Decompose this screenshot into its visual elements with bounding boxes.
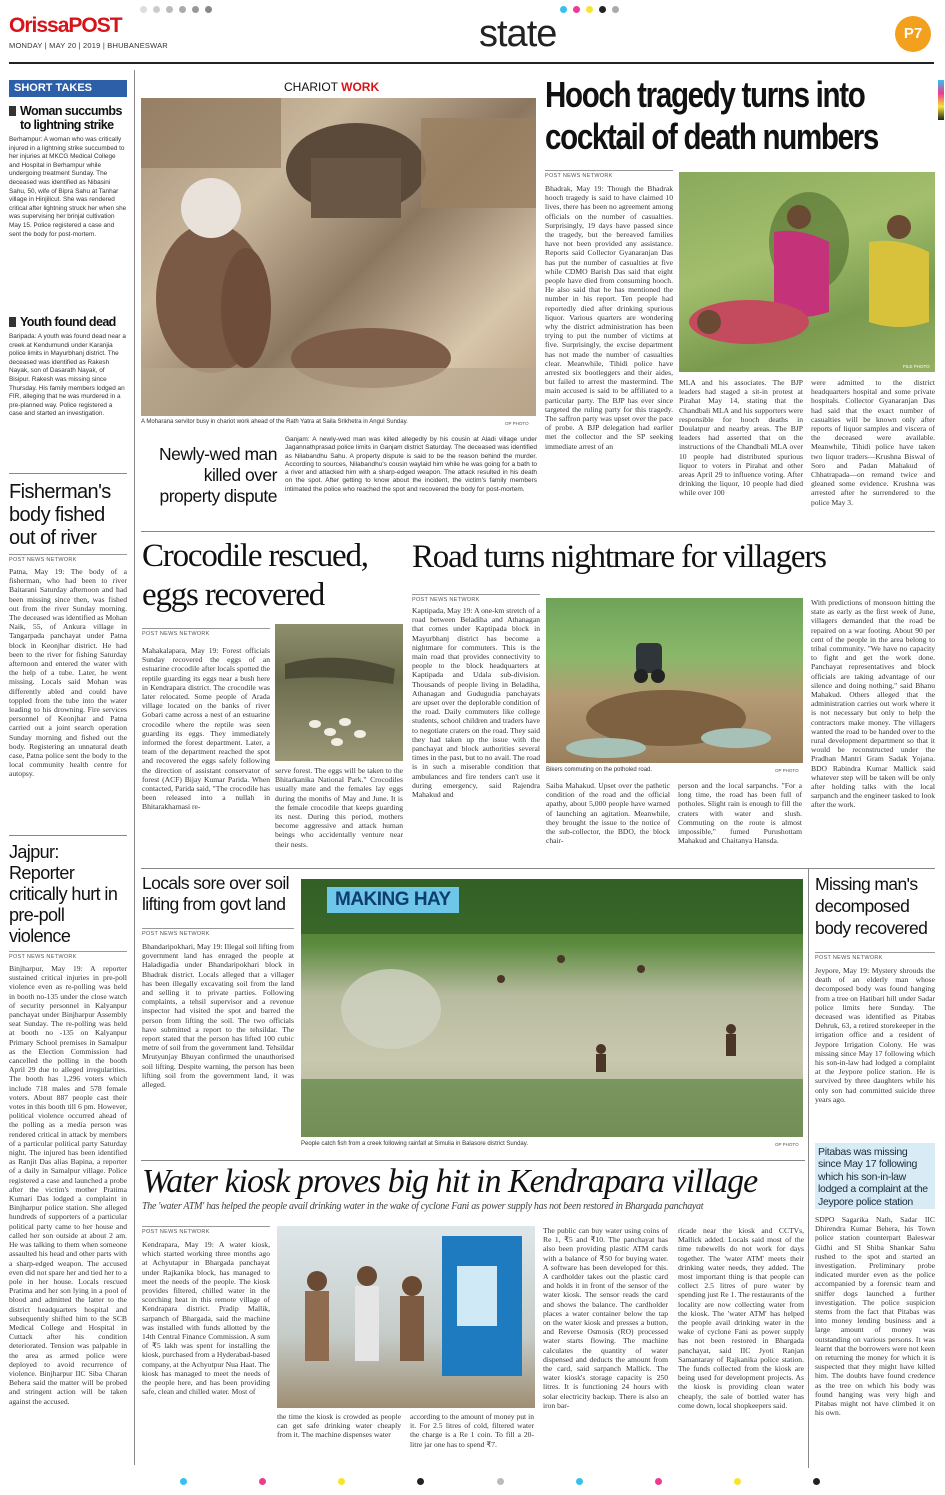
crocodile-col-2: serve forest. The eggs will be taken to the Bhitarkanika National Park." Crocodiles usually mate and the females lay eggs during the months of May and June. It is the female crocodile that keeps guarding its nest. During this period, mothers become aggressive and attack human beings who accidentally venture near their nests. — [275, 766, 403, 849]
byline: POST NEWS NETWORK — [142, 928, 294, 937]
short-takes-bar: SHORT TAKES — [9, 80, 127, 97]
road-illustration — [546, 598, 803, 763]
brand-logo: OrissaPOST — [9, 14, 122, 37]
article-headline: Fisherman's body fished out of river — [9, 481, 111, 549]
byline: POST NEWS NETWORK — [142, 628, 270, 637]
locals-body: Bhandaripokhari, May 19: Illegal soil lifting from government land has enraged the people at Haladigadia under Bhandaripokhari block in Bhadrak district. Locals alleged that a villager has been illegally excavating soil from the land and selling it to private parties. Following complaints, a tehsil supervisor and a revenue inspector had visited the spot and barred the person from lifting the soil. The two officials have submitted a report to the tehsildar. The report stated that the person has lifted 100 cubic metre of soil from the government land. Tehsildar Mrutyunjay Bhuyan confirmed the unauthorised soil lifting. Despite warning, the person has been lifting soil from the government land, it was alleged. — [142, 942, 294, 1090]
short-take-1 — [9, 104, 127, 306]
page-number-badge: P7 — [895, 16, 931, 52]
divider — [141, 1160, 805, 1161]
crocodile-photo — [275, 624, 403, 761]
missing-man-body: Jeypore, May 19: Mystery shrouds the death of an elderly man whose decomposed body was found hanging from a tree on Hatibari hill under Sadar police limits here Sunday. The deceased was identified as Pitabas Dehruk, 63, a retired storekeeper in the irrigation office and a resident of Jeypore Irrigation Colony. He was missing since May 17 following which his son-in-law had lodged a complaint at the Jeypore police station. He is survived by three daughters while his only son had committed suicide three years ago. — [815, 966, 935, 1104]
newly-wed-headline: Newly-wed man killed over property dispute — [159, 444, 277, 506]
byline: POST NEWS NETWORK — [142, 1226, 270, 1235]
registration-dots-bottom — [180, 1478, 820, 1486]
road-headline: Road turns nightmare for villagers — [412, 539, 826, 575]
water-standfirst: The 'water ATM' has helped the people avail drinking water in the wake of cyclone Fani as power supply has not been restored in Bhargada panchayat — [142, 1201, 704, 1212]
photo-credit: OP PHOTO — [775, 768, 799, 773]
divider — [9, 473, 127, 474]
newly-wed-body: Ganjam: A newly-wed man was killed allegedly by his cousin at Aladi village under Jagannathprasad police limits in Ganjam district Saturday. The deceased was identified as Nilabandhu Sahu. A property dispute is said to be the reason behind the murder. According to sources, Nilabandhu's cousin waylaid him while he was going for a bath to a river and attacked him with a sharp-edged weapon. The attack resulted in his death on the spot. After getting to know about the incident, the victim's family members intimated the police who reached the spot and recovered the body for post-mortem. — [285, 436, 537, 493]
road-col-2: Saiba Mahakud. Upset over the pathetic condition of the road and the official apathy, about 5,000 people have warned of launching an agitation. Meanwhile, they brought the issue to the notice of the sub-collector, the BDO, the block chair- — [546, 781, 670, 846]
registration-dots-top-right — [560, 6, 820, 14]
making-hay-label: MAKING HAY — [327, 887, 459, 913]
hooch-illustration — [679, 172, 935, 372]
short-take-headline: Woman succumbs to lightning strike — [20, 104, 122, 132]
hooch-victims-photo — [679, 172, 935, 372]
short-take-2 — [9, 315, 127, 465]
crocodile-headline: Crocodile rescued, eggs recovered — [142, 538, 368, 613]
byline: POST NEWS NETWORK — [815, 952, 935, 961]
column-divider — [134, 70, 135, 1465]
chariot-label: CHARIOT WORK — [284, 80, 380, 94]
fisherman-article — [9, 481, 127, 817]
masthead — [9, 14, 934, 62]
article-headline: Jajpur: Reporter critically hurt in pre-poll violence — [9, 842, 118, 946]
short-take-headline: Youth found dead — [20, 315, 116, 329]
divider — [141, 868, 935, 869]
missing-man-headline: Missing man's decomposed body recovered — [815, 874, 928, 938]
water-headline: Water kiosk proves big hit in Kendrapara village — [142, 1163, 758, 1200]
photo-credit: OP PHOTO — [505, 421, 529, 426]
bullet-icon — [9, 317, 16, 327]
hooch-col-3: were admitted to the district headquarters hospital and some private hospitals. Collector Gyanaranjan Das had said that the exact number of casualties will be known only after reports of liquor samples and viscera of the deceased were available. Meanwhile, Tihidi police have taken two liquor traders—Krushna Biswal of Soro and Padan Mahakud of Chhatrapada—on remand twice and gleaned some evidence. Krushna was arrested after he surrendered to the police May 3. — [811, 378, 935, 507]
byline: POST NEWS NETWORK — [9, 951, 127, 960]
water-col-2b: according to the amount of money put in it. For 2.5 litres of cold, filtered water the charge is a Re 1 coin. To fill a 20-litre jar one has to spend ₹7. — [410, 1412, 534, 1449]
hooch-col-1: Bhadrak, May 19: Though the Bhadrak hooch tragedy is said to have claimed 10 lives, there has been no agreement among officials on the number of casualties. Surprisingly, 19 days have passed since the tragedy, but the bereaved families have not been provided any assistance. Reports said Collector Gyanaranjan Das has put the number of casualties at five while CDMO Barish Das said that eight people have died from consuming hooch. He also said that he has mentioned the number in his report. Ten people had reportedly died after drinking spurious liquor. Various quarters are wondering why the district administration has been trying to put the number of victims at five. Surprisingly, the excise department has not made the number of casualties clear. Meanwhile, Tihidi police have arrested six bootleggers and their aides, but failed to arrest the mastermind. The main accused is said to be affiliated to a particular party. The BJP has ever since targeted the ruling party for this tragedy. The saffron party was upset over the pace of probe. A BJP delegation had earlier met the collector and the SP seeking immediate arrest of an — [545, 184, 673, 451]
registration-dots-top — [140, 6, 440, 14]
masthead-rule — [9, 62, 934, 64]
crocodile-illustration — [275, 624, 403, 761]
road-caption: Bikers commuting on the potholed road. — [546, 767, 653, 773]
short-take-body: Berhampur: A woman who was critically injured in a lightning strike succumbed to her injuries at MKCG Medical College and Hospital in Berhampur while undergoing treatment Sunday. The deceased was identified as Nibasini Sahu, 50, wife of Bipra Sahu at Tanhar village in Hinjilicut. She was rendered critical after lightning struck her when she was supervising her brinjal cultivation May 15. Police registered a case and sent the body for post-mortem. — [9, 136, 127, 238]
divider — [9, 835, 127, 836]
pull-quote: Pitabas was missing since May 17 following which his son-in-law lodged a complaint at the Jeypore police station — [815, 1143, 935, 1209]
bullet-icon — [9, 106, 16, 116]
making-hay-illustration — [301, 879, 803, 1137]
section-title: state — [479, 13, 557, 55]
byline: POST NEWS NETWORK — [9, 554, 127, 563]
road-photo — [546, 598, 803, 763]
road-col-1: Kaptipada, May 19: A one-km stretch of a road between Beladiha and Athanagan that comes under Kaptipada block in Mayurbhanj district has become a nightmare for commuters. This is the main road that provides connectivity to people to the block headquarters at Kaptipada and Udala sub-division. Thousands of people living in Beladiha, Athanagan and Gudugudia panchayats are upset over the deplorable condition of the road. Daily commuters like college students, school children and traders have to negotiate craters on the road. They said they had taken up the issue with the panchayat and block authorities several times in the past, but to no avail. The road is in such a miserable condition that ambulances and fire tenders can't use it during emergency, said Rajendra Mahakud and — [412, 606, 540, 800]
chariot-illustration — [141, 98, 536, 416]
divider — [141, 531, 935, 532]
making-hay-photo — [301, 879, 803, 1137]
hooch-col-2: MLA and his associates. The BJP leaders had staged a sit-in protest at Pirahat May 14, stating that the Chandbali MLA and his supporters were responsible for hooch deaths in Doulatpur and nearby areas. The BJP leaders had asserted that on the instructions of the Chandbali MLA over 10 people had distributed spurious liquor to voters in Pirahat and other areas April 29 to influence voting. After drinking the liquor, 10 people had died while over 100 — [679, 378, 803, 498]
water-col-4: ricade near the kiosk and CCTVs, Mallick added. Locals said most of the time tubewells do not work for days together. The 'water ATM' meets their drinking water needs, they added. The most important thing is that people can collect 2.5 litres of pure water by spending just Re 1. The restaurants of the locality are now collecting water from the kiosk. The 'water ATM' has helped the people avail drinking water in the wake of cyclone Fani as power supply has not been restored in Bhargada panchayat, said IIC Jyoti Ranjan Samantaray of Rajkanika police station. The funds collected from the kiosk are being used for development projects. As the kiosk is providing clean water cheaply, the sale of bottled water has come down, local shopkeepers said. — [678, 1226, 804, 1410]
column-divider — [808, 868, 809, 1468]
chariot-work-photo — [141, 98, 536, 416]
article-body: Binjharpur, May 19: A reporter sustained critical injuries in pre-poll violence even as re-polling was held in booth no-135 under the close watch of security personnel in Kalyanpur panchayat under Binjharpur Assembly seat Sunday. The re-polling was held at booth no -135 on Kalyanpur Primary School premises in Samalpur as the Election Commission had cancelled the polling in the booth April 29 due to alleged irregularities. The booth has 1,296 voters which include 718 males and 578 female voters. About 887 people cast their votes in this booth till 6 pm. However, political violence occurred ahead of the polling as a media person was rendered critical in attack by members of a particular political party Saturday night. The injured has been identified as Ranjit Das alias Bapina, a reporter of a daily in Samalpur village. Police registered a case and launched a probe after the victim's mother Pratima Kumari Das lodged a complaint in Binjharpur police station. She alleged hundreds of supporters of a particular political party came to her house and called her son outside at about 2 am. He was talking to them when someone assaulted his head and other parts with a sharp-edged weapon. The accused even did not spare her and tied her to a pole in her house. Locals rescued Pratima and her son lying in a pool of blood and admitted the latter to the district headquarters hospital and subsequently shifted him to the SCB Medical College and Hospital in Cuttack after his condition deteriorated. Tension was palpable in the area as armed police were deployed to avoid recurrence of violence. Binjharpur IIC Siba Charan Behera said the matter will be probed and stringent action will be taken against the accused. — [9, 964, 127, 1406]
making-hay-caption: People catch fish from a creek following rainfall at Simulia in Balasore district Sunday. — [301, 1141, 528, 1147]
article-body: Patna, May 19: The body of a fisherman, who had been to river Baitarani Saturday afternoon and had been missing since then, was fished out from the river Sunday morning. The deceased was identified as Mohan Naik, 55, of Ankura village in Tangarpada panchayat under Patna block in Keonjhar district. He had been to the river for fishing Saturday afternoon and entered the water with the help of a tube. Later, he went missing. Locals said Mohan was differently abled and could have toppled from the tube into the water leading to his drowning. Fire services personnel of Keonjhar and Patna carried out a joint search operation Sunday morning and fished out the body. Registering an unnatural death case, Patna police sent the body to the local community health centre for autopsy. — [9, 567, 127, 779]
road-col-3: person and the local sarpanchs. "For a long time, the road has been full of potholes. Slight rain is enough to fill the craters with water and slush. Commuting on the route is almost impossible," fumed Purushottam Mahakud and Chaitanya Hansda. — [678, 781, 802, 846]
byline: POST NEWS NETWORK — [412, 594, 540, 603]
water-kiosk-illustration — [277, 1226, 535, 1408]
photo-credit: FILE PHOTO — [903, 364, 930, 369]
color-strip-right — [938, 80, 944, 120]
road-col-4: With predictions of monsoon hitting the state as early as the first week of June, villagers demanded that the road be repaired on a war footing. About 90 per cent of the people in the area belong to tribal community. "We have no capacity to fight and get the work done. Panchayat representatives and block officials are taking advantage of our silence and doing nothing," said Bhanu Mahakud. Others alleged that the administration carries out work where it is not necessary but only to help the contractors make money. The villagers wanted the road to be handed over to the rural development department so that it would be reconstructed under the Pradhan Mantri Gram Sadak Yojana. BDO Rabindra Kumar Mallick said whatever step will be taken will be only after holding talks with the local sarpanch and the engineer tasked to look after the work. — [811, 598, 935, 810]
dateline: MONDAY | MAY 20 | 2019 | BHUBANESWAR — [9, 41, 168, 50]
crocodile-col-1: Mahakalapara, May 19: Forest officials Sunday recovered the eggs of an estuarine crocodile after locals spotted the reptile guarding its eggs near a bush here in Kendrapara district. The crocodile was later relocated. Some people of Arada village located on the banks of river Gobari came across a nest of an estuarine crocodile where the reptile was seen guarding its eggs. They immediately informed the forest department. Later, a team of the department reached the spot and recovered the eggs safely following the direction of assistant conservator of forest (ACF) Bijay Kumar Parida. When contacted, Parida said, "The crocodile has been released into a nullah in Bhitarakharnasi re- — [142, 646, 270, 812]
hooch-headline: Hooch tragedy turns into cocktail of death numbers — [545, 74, 879, 157]
byline: POST NEWS NETWORK — [545, 170, 673, 179]
chariot-caption: A Moharana servitor busy in chariot work ahead of the Rath Yatra at Saila Srikhetra in Angul Sunday. — [141, 419, 408, 425]
water-col-2a: the time the kiosk is crowded as people can get safe drinking water cheaply from it. The machine dispenses water — [277, 1412, 401, 1440]
missing-man-body-2: SDPO Sagarika Nath, Sadar IIC Dhirendra Kumar Behera, his Town police station counterpart Baleswar Gidhi and SI Shiba Shankar Sahu rushed to the spot and started an investigation. Preliminary probe indicated murder even as the police accompanied by a forensic team and sniffer dogs launched a further investigation. The police suspicion stems from the fact that Pitabas was into money lending business and a large amount of money was outstanding on various persons. It was learnt that the borrowers were not keen on returning the money for which it is suspected that they might have killed him. The doubts have found credence as the tree on which his body was found hanging was very high and Pitabas might not have climbed it on his own. — [815, 1215, 935, 1418]
water-kiosk-photo — [277, 1226, 535, 1408]
locals-headline: Locals sore over soil lifting from govt land — [142, 873, 289, 914]
photo-credit: OP PHOTO — [775, 1142, 799, 1147]
short-take-body: Baripada: A youth was found dead near a creek at Kendumundi under Karanjia police limits in Mayurbhanj district. The deceased was identified as Rakesh Nayak, son of Dasarath Nayak, of Bisipur. Rakesh was missing since Thursday. His family members lodged an FIR, alleging that he was murdered in a pre-planned way. Police registered a case and started an investigation. — [9, 333, 126, 418]
jajpur-article — [9, 842, 127, 1495]
water-col-1: Kendrapara, May 19: A water kiosk, which started working three months ago at Achyutapur in Bhargada panchayat under Rajkanika block, has managed to meet the needs of the people. The kiosk provides filtered, chilled water in the scorching heat in this remote village of Kendrapara district. Pradip Mallik, sarpanch of Bhargada, said the machine was installed with funds allotted by the 14th Central Finance Commission. A sum of ₹5 lakh was spent for installing the kiosk, purchased from a Hyderabad-based company, at the Achyutpur Nua Haat. The kiosk has managed to meet the needs of the people here, and has been providing safe, clean and chilled water. Most of — [142, 1240, 270, 1397]
water-col-3: The public can buy water using coins of Re 1, ₹5 and ₹10. The panchayat has also been providing plastic ATM cards with a balance of ₹50 for buying water. A software has been developed for this. A cardholder takes out the plastic card and holds it in front of the sensor of the water kiosk. The sensor reads the card and shows the balance. The cardholder places a water container below the tap on the water kiosk and presses a button, and Reverse Osmosis (RO) processed water starts flowing. The machine calculates the quantity of water dispensed and deducts the amount from the card, said sarpanch Mallick. The water kiosk's storage capacity is 250 litres. It is functioning 24 hours with solar electricity backup. There is also an iron bar- — [543, 1226, 668, 1410]
